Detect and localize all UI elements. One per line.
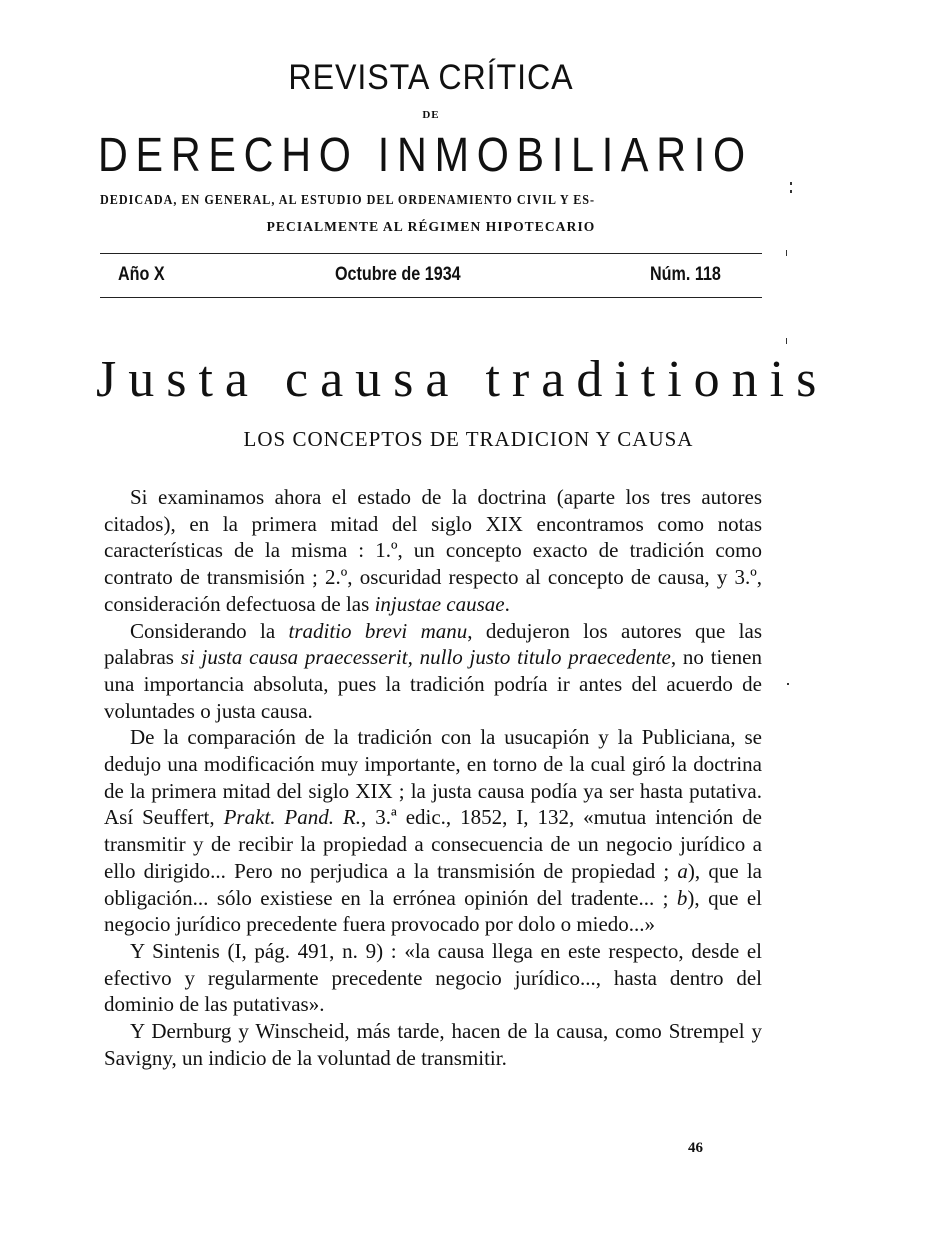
- article-title: Justa causa traditionis: [96, 351, 829, 408]
- rule-top: [100, 253, 762, 254]
- article-paragraph: [104, 618, 762, 725]
- italic-text-run: si justa causa praecesserit, nullo justo titulo praecedente: [180, 645, 671, 670]
- italic-text-run: Prakt. Pand. R.: [223, 805, 362, 830]
- italic-text-run: a: [677, 858, 688, 883]
- text-run: , dedujeron los autores que las palabras: [104, 618, 762, 670]
- text-run: Si examinamos ahora el estado de la doctrina (aparte los tres autores citados), en la primera mitad del siglo XIX encontramos como notas características de la misma : 1.º, un concepto exacto de tradición como contrato de transmisión ; 2.º, oscuridad respecto al concepto de causa, y 3.º, consideración defectuosa de las: [104, 485, 762, 616]
- article-paragraph: [104, 484, 762, 618]
- article-body: [104, 484, 762, 1071]
- italic-text-run: b: [676, 885, 688, 910]
- text-run: , 3.ª edic., 1852, I, 132, «mutua intención de transmitir y de recibir la propiedad a consecuencia de un negocio jurídico a ello dirigido... Pero no perjudica a la transmisión de propiedad ;: [104, 805, 763, 883]
- journal-title-connector: DE: [422, 109, 440, 121]
- issue-number: Núm. 118: [650, 264, 721, 285]
- italic-text-run: injustae causae: [374, 591, 505, 616]
- scan-speck: [790, 182, 792, 185]
- text-run: Considerando la: [130, 618, 289, 643]
- article-subtitle: LOS CONCEPTOS DE TRADICION Y CAUSA: [243, 427, 694, 451]
- text-run: De la comparación de la tradición con la usucapión y la Publiciana, se dedujo una modificación muy importante, en torno de la cual giró la doctrina de la primera mitad del siglo XIX ; la justa causa podía ya ser hasta putativa. Así Seuffert,: [104, 725, 762, 830]
- article-paragraph: [104, 938, 762, 1018]
- italic-text-run: traditio brevi manu: [288, 618, 468, 643]
- journal-main-title: DERECHO INMOBILIARIO: [98, 129, 753, 182]
- journal-subtitle-line-1: DEDICADA, EN GENERAL, AL ESTUDIO DEL ORDENAMIENTO CIVIL Y ES-: [100, 192, 596, 207]
- text-run: Y Sintenis (I, pág. 491, n. 9) : «la causa llega en este respecto, desde el efectivo y regularmente precedente negocio jurídico..., hasta dentro del dominio de las putativas».: [104, 938, 762, 1017]
- article-paragraph: [104, 724, 762, 938]
- text-run: , no tienen una importancia absoluta, pues la tradición podría ir antes del acuerdo de voluntades o justa causa.: [104, 645, 763, 723]
- journal-subtitle-line-2: PECIALMENTE AL RÉGIMEN HIPOTECARIO: [266, 219, 596, 234]
- text-run: ), que la obligación... sólo existiese en la errónea opinión del tradente... ;: [104, 858, 762, 910]
- scan-speck: [787, 683, 789, 685]
- text-run: ), que el negocio jurídico precedente fuera provocado por dolo o miedo...»: [104, 885, 762, 937]
- article-paragraph: [104, 1018, 762, 1071]
- scan-speck: [786, 338, 787, 344]
- text-run: Y Dernburg y Winscheid, más tarde, hacen de la causa, como Strempel y Savigny, un indicio de la voluntad de transmitir.: [104, 1019, 762, 1070]
- scan-speck: [790, 190, 792, 193]
- text-run: .: [504, 591, 510, 616]
- issue-year: Año X: [118, 264, 165, 285]
- scan-speck: [786, 250, 787, 256]
- issue-date: Octubre de 1934: [335, 264, 461, 285]
- rule-bottom: [100, 297, 762, 298]
- journal-title: REVISTA CRÍTICA: [288, 58, 574, 97]
- page-number: 46: [688, 1140, 703, 1156]
